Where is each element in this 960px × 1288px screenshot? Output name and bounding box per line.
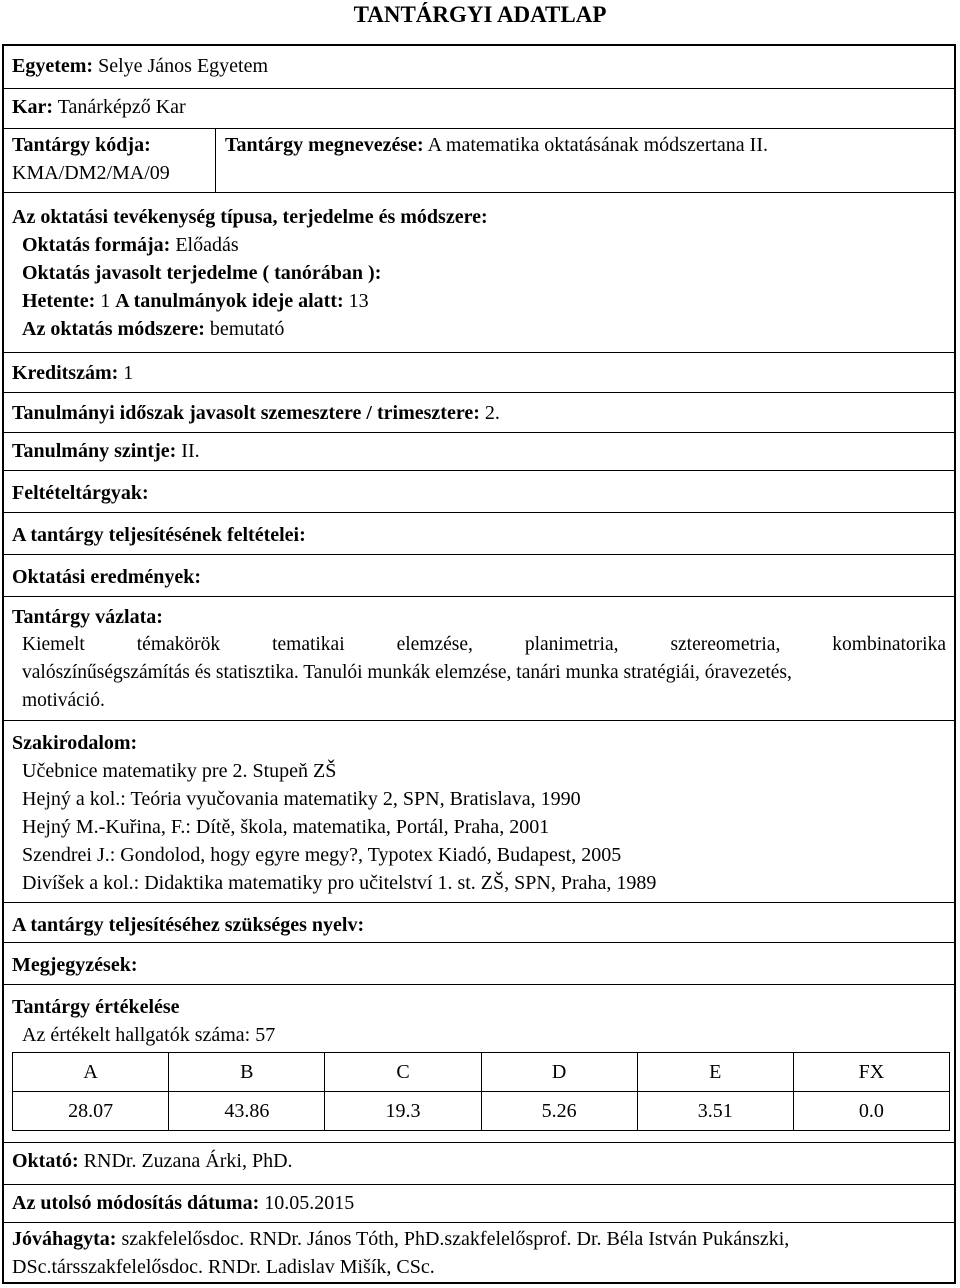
form-label: Oktatás formája: [22,234,171,256]
instructor-label: Oktató: [12,1150,79,1172]
percent-cell: 28.07 [13,1092,169,1131]
outline-line-2: valószínűségszámítás és statisztika. Tanulói munkák elemzése, tanári munka stratégiái, óravezetés, [22,662,792,683]
grade-cell: E [637,1053,793,1092]
instructor-value: RNDr. Zuzana Árki, PhD. [83,1150,293,1172]
grade-percent-row [13,1092,950,1131]
semester-label: Tanulmányi időszak javasolt szemesztere / trimesztere: [12,402,480,424]
course-name-cell [217,129,954,159]
literature-row [4,720,954,902]
credits-label: Kreditszám: [12,362,119,384]
language-label: A tantárgy teljesítéséhez szükséges nyelv: [12,914,365,936]
course-outline-row [4,596,954,720]
grade-cell: B [169,1053,325,1092]
last-modified-label: Az utolsó módosítás dátuma: [12,1192,260,1214]
semester-value: 2. [484,402,500,424]
course-code-cell [4,129,216,192]
literature-item: Divíšek a kol.: Didaktika matematiky pro učitelství 1. st. ZŠ, SPN, Praha, 1989 [22,872,657,894]
activity-heading: Az oktatási tevékenység típusa, terjedelme és módszere: [12,206,488,228]
approved-by-row [4,1222,954,1284]
faculty-label: Kar: [12,96,54,118]
prerequisites-row [4,470,954,512]
course-name-value: A matematika oktatásának módszertana II. [427,134,768,156]
credits-value: 1 [123,362,134,384]
percent-cell: 5.26 [481,1092,637,1131]
percent-cell: 3.51 [637,1092,793,1131]
instructor-row [4,1142,954,1184]
grade-cell: A [13,1053,169,1092]
method-label: Az oktatás módszere: [22,318,205,340]
university-value: Selye János Egyetem [98,55,269,77]
completion-conditions-label: A tantárgy teljesítésének feltételei: [12,524,306,546]
total-label: A tanulmányok ideje alatt: [115,290,344,312]
language-row [4,902,954,942]
outline-line-3: motiváció. [22,690,105,711]
grade-cell: FX [793,1053,949,1092]
evaluation-label: Tantárgy értékelése [12,996,180,1018]
literature-label: Szakirodalom: [12,732,138,754]
notes-row [4,942,954,984]
level-row [4,432,954,470]
learning-outcomes-label: Oktatási eredmények: [12,566,202,588]
course-data-sheet [2,44,956,1284]
prerequisites-label: Feltételtárgyak: [12,482,149,504]
semester-row [4,392,954,432]
literature-item: Učebnice matematiky pre 2. Stupeň ZŠ [22,760,337,782]
evaluated-students: Az értékelt hallgatók száma: 57 [22,1024,276,1046]
credits-row [4,352,954,392]
last-modified-row [4,1184,954,1222]
last-modified-value: 10.05.2015 [264,1192,355,1214]
weekly-label: Hetente: [22,290,96,312]
outline-line-1: Kiemelt témakörök tematikai elemzése, planimetria, sztereometria, kombinatorika [22,634,946,655]
approved-by-line-1: szakfelelősdoc. RNDr. János Tóth, PhD.szakfelelősprof. Dr. Béla István Pukánszki, [121,1228,790,1250]
course-code-value: KMA/DM2/MA/09 [12,162,170,184]
grade-header-row [13,1053,950,1092]
page-title: TANTÁRGYI ADATLAP [353,2,607,27]
scope-label: Oktatás javasolt terjedelme ( tanórában ): [22,262,382,284]
literature-item: Szendrei J.: Gondolod, hogy egyre megy?, Typotex Kiadó, Budapest, 2005 [22,844,622,866]
percent-cell: 0.0 [793,1092,949,1131]
literature-item: Hejný M.-Kuřina, F.: Dítě, škola, matematika, Portál, Praha, 2001 [22,816,550,838]
university-label: Egyetem: [12,55,94,77]
percent-cell: 19.3 [325,1092,481,1131]
university-row [4,46,954,88]
outline-label: Tantárgy vázlata: [12,606,163,628]
grade-cell: D [481,1053,637,1092]
course-code-label: Tantárgy kódja: [12,134,151,156]
learning-outcomes-row [4,554,954,596]
grade-cell: C [325,1053,481,1092]
teaching-activity-row [4,192,954,352]
notes-label: Megjegyzések: [12,954,138,976]
approved-by-label: Jóváhagyta: [12,1228,117,1250]
faculty-value: Tanárképző Kar [57,96,186,118]
course-id-row [4,128,954,192]
form-value: Előadás [175,234,239,256]
level-label: Tanulmány szintje: [12,440,177,462]
total-value: 13 [348,290,369,312]
weekly-value: 1 [100,290,111,312]
completion-conditions-row [4,512,954,554]
approved-by-line-2: DSc.társszakfelelősdoc. RNDr. Ladislav Mišík, CSc. [12,1256,435,1278]
literature-item: Hejný a kol.: Teória vyučovania matematiky 2, SPN, Bratislava, 1990 [22,788,581,810]
grade-distribution-table [12,1052,950,1131]
percent-cell: 43.86 [169,1092,325,1131]
level-value: II. [181,440,200,462]
method-value: bemutató [209,318,285,340]
course-name-label: Tantárgy megnevezése: [225,134,424,156]
faculty-row [4,88,954,128]
